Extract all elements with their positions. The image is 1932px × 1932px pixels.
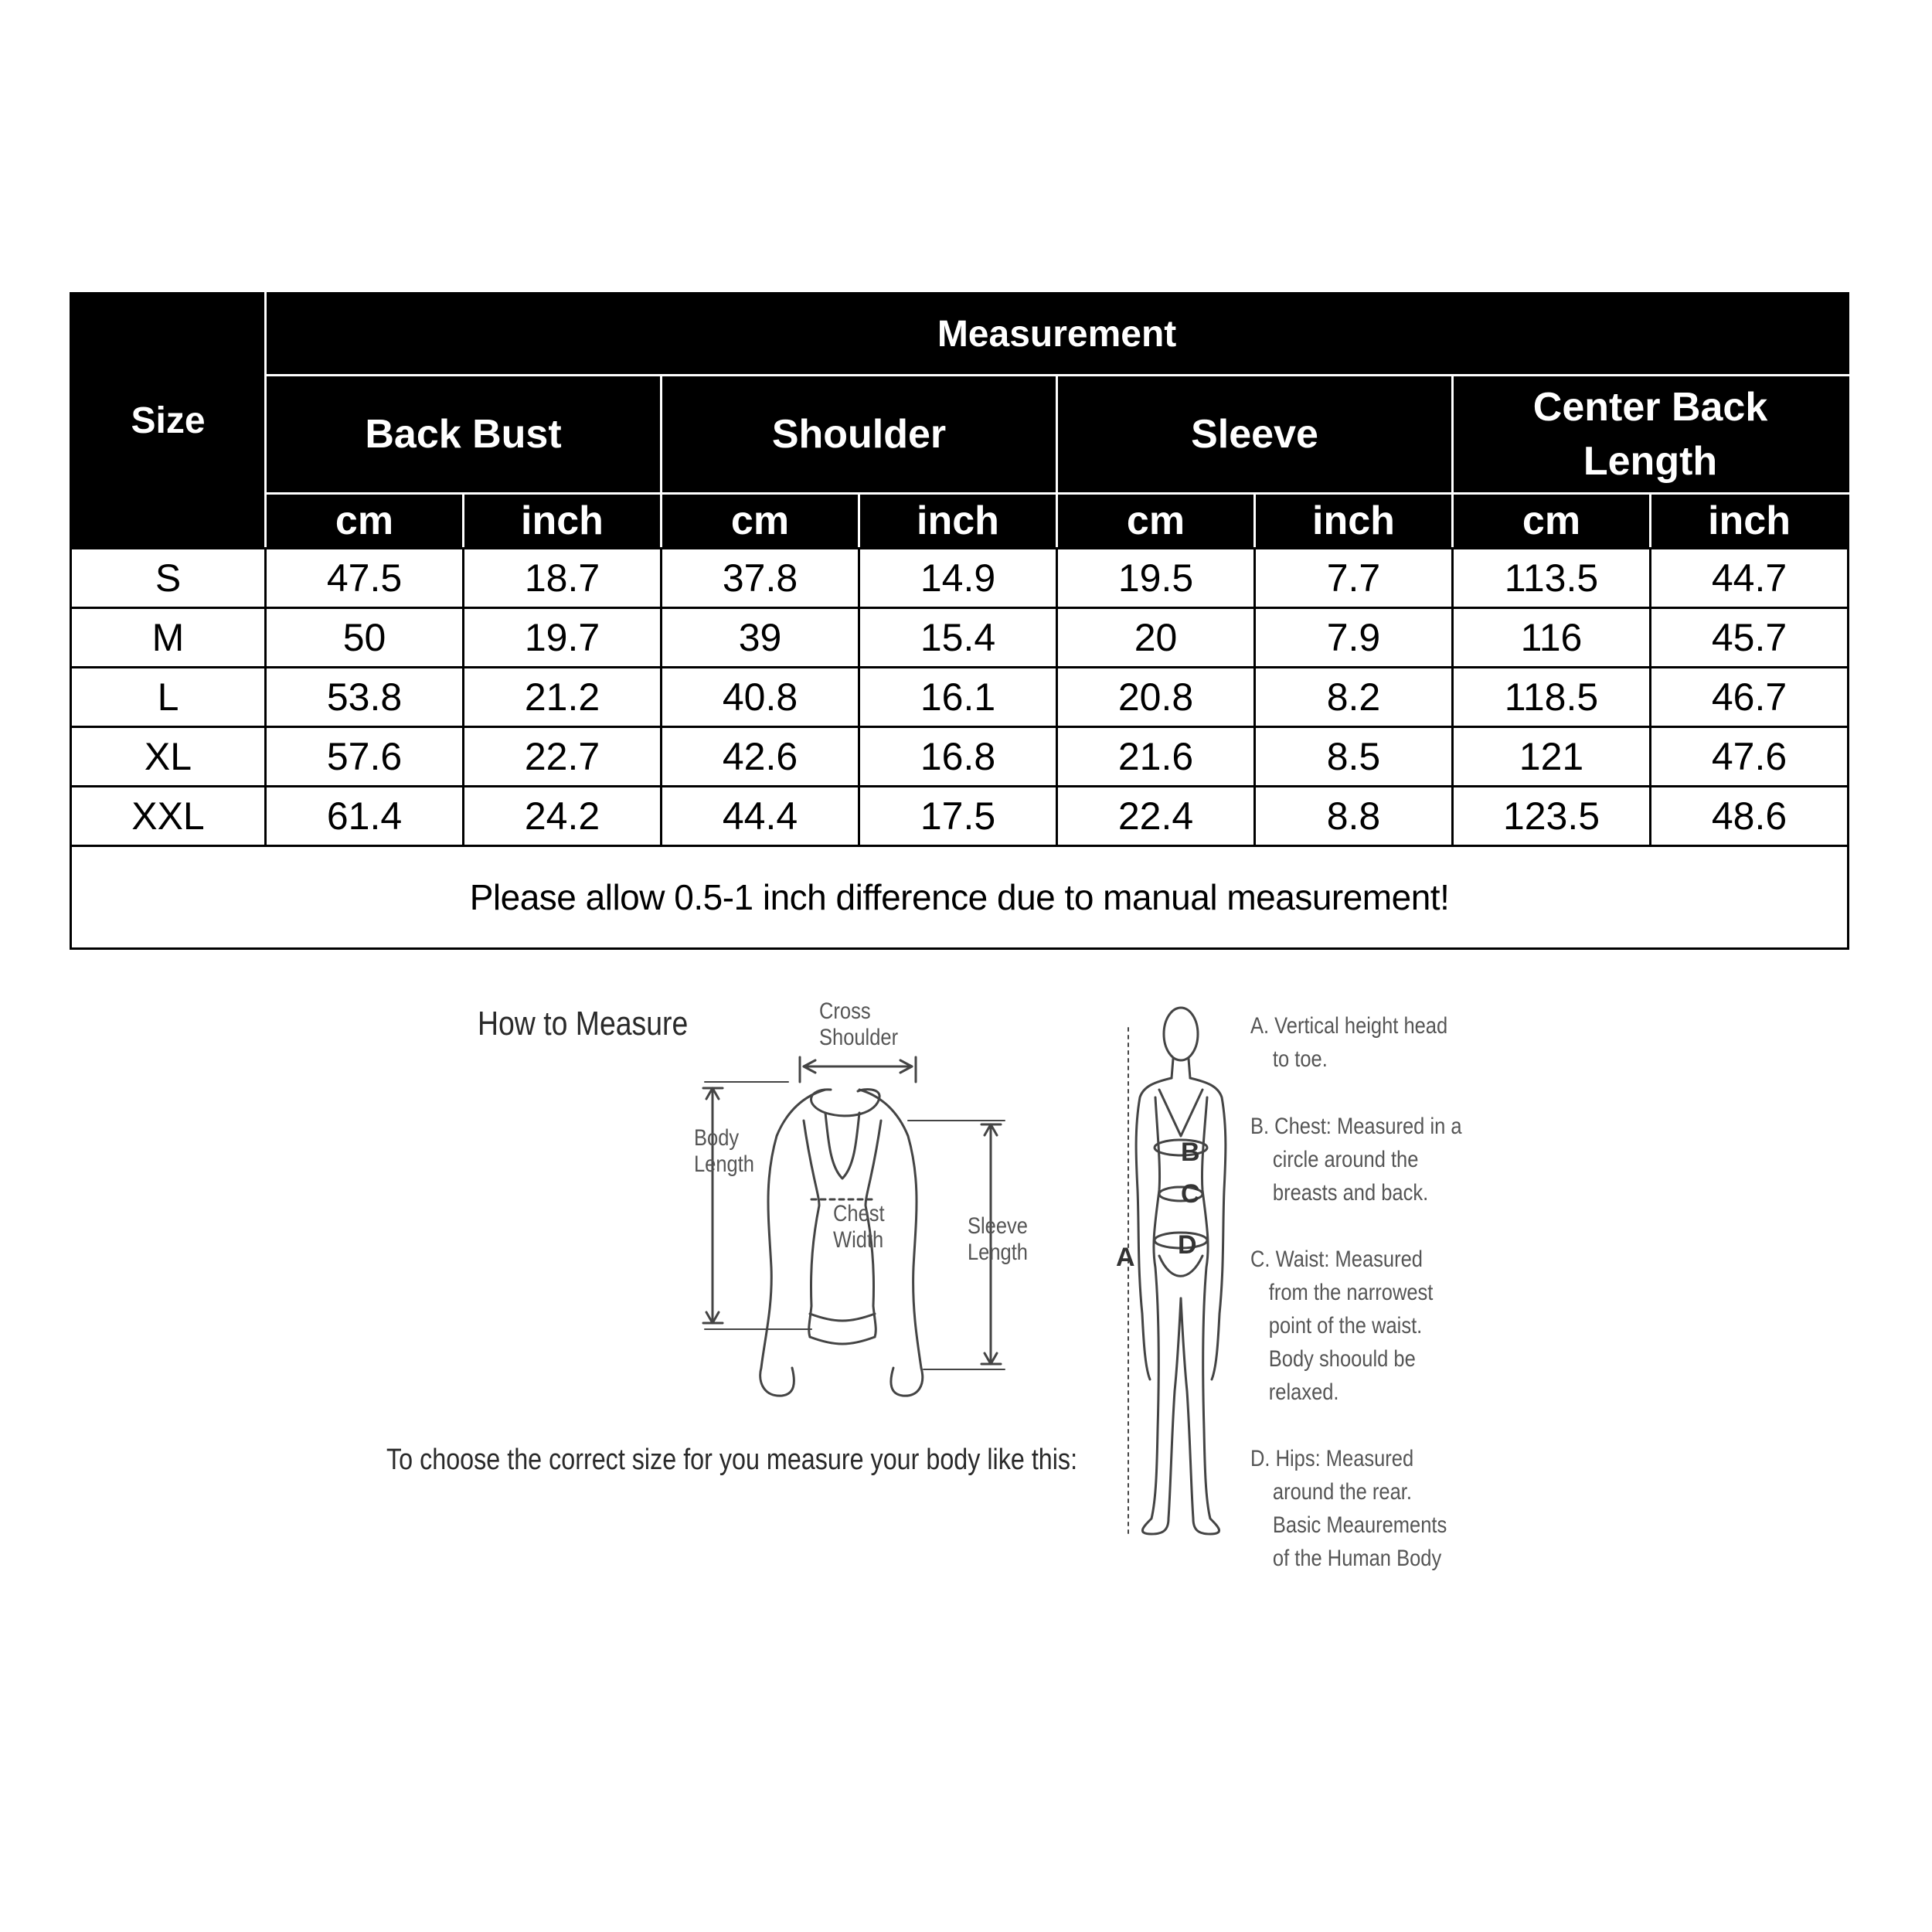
value-cell: 47.5: [266, 549, 464, 608]
value-cell: 8.2: [1255, 668, 1453, 727]
value-cell: 48.6: [1651, 787, 1849, 846]
value-cell: 123.5: [1453, 787, 1651, 846]
value-cell: 44.4: [662, 787, 859, 846]
measurement-note: Please allow 0.5-1 inch difference due to manual measurement!: [71, 846, 1849, 949]
group-header-back-bust: Back Bust: [266, 376, 662, 494]
value-cell: 116: [1453, 608, 1651, 668]
unit-header: inch: [1651, 494, 1849, 549]
value-cell: 15.4: [859, 608, 1057, 668]
body-marker-d: D: [1178, 1230, 1197, 1260]
unit-header: inch: [464, 494, 662, 549]
size-cell: M: [71, 608, 266, 668]
value-cell: 61.4: [266, 787, 464, 846]
chest-width-label: Chest Width: [833, 1201, 885, 1253]
size-cell: S: [71, 549, 266, 608]
size-cell: XL: [71, 727, 266, 787]
value-cell: 19.5: [1057, 549, 1255, 608]
legend-b: B. Chest: Measured in a circle around the breasts and back.: [1250, 1114, 1462, 1206]
value-cell: 53.8: [266, 668, 464, 727]
value-cell: 21.6: [1057, 727, 1255, 787]
value-cell: 19.7: [464, 608, 662, 668]
unit-header: inch: [1255, 494, 1453, 549]
legend-a: A. Vertical height head to toe.: [1250, 1013, 1448, 1072]
value-cell: 24.2: [464, 787, 662, 846]
value-cell: 17.5: [859, 787, 1057, 846]
value-cell: 37.8: [662, 549, 859, 608]
unit-header: cm: [1453, 494, 1651, 549]
measurement-header: Measurement: [266, 294, 1849, 376]
size-cell: XXL: [71, 787, 266, 846]
value-cell: 22.4: [1057, 787, 1255, 846]
group-header-sleeve: Sleeve: [1057, 376, 1453, 494]
value-cell: 8.8: [1255, 787, 1453, 846]
group-header-shoulder: Shoulder: [662, 376, 1057, 494]
body-marker-a: A: [1116, 1243, 1135, 1272]
unit-header: inch: [859, 494, 1057, 549]
value-cell: 50: [266, 608, 464, 668]
value-cell: 16.1: [859, 668, 1057, 727]
value-cell: 16.8: [859, 727, 1057, 787]
value-cell: 121: [1453, 727, 1651, 787]
value-cell: 46.7: [1651, 668, 1849, 727]
value-cell: 22.7: [464, 727, 662, 787]
value-cell: 57.6: [266, 727, 464, 787]
value-cell: 39: [662, 608, 859, 668]
value-cell: 47.6: [1651, 727, 1849, 787]
value-cell: 42.6: [662, 727, 859, 787]
how-to-measure-title: How to Measure: [478, 1005, 689, 1043]
value-cell: 118.5: [1453, 668, 1651, 727]
body-marker-c: C: [1181, 1179, 1200, 1209]
value-cell: 21.2: [464, 668, 662, 727]
value-cell: 14.9: [859, 549, 1057, 608]
legend-c: C. Waist: Measured from the narrowest point of the waist. Body shoould be relaxed.: [1250, 1247, 1434, 1405]
value-cell: 40.8: [662, 668, 859, 727]
value-cell: 7.9: [1255, 608, 1453, 668]
body-length-label: Body Length: [694, 1125, 755, 1177]
value-cell: 44.7: [1651, 549, 1849, 608]
unit-header: cm: [662, 494, 859, 549]
size-cell: L: [71, 668, 266, 727]
body-diagram: [1128, 1008, 1226, 1534]
value-cell: 18.7: [464, 549, 662, 608]
size-header: Size: [71, 294, 266, 549]
value-cell: 45.7: [1651, 608, 1849, 668]
choose-size-instruction: To choose the correct size for you measure your body like this:: [386, 1444, 1078, 1476]
unit-header: cm: [266, 494, 464, 549]
value-cell: 113.5: [1453, 549, 1651, 608]
cross-shoulder-label: Cross Shoulder: [819, 998, 899, 1050]
value-cell: 20: [1057, 608, 1255, 668]
body-marker-b: B: [1181, 1138, 1200, 1167]
unit-header: cm: [1057, 494, 1255, 549]
legend-d: D. Hips: Measured around the rear. Basic Meaurements of the Human Body: [1250, 1446, 1447, 1571]
sleeve-length-label: Sleeve Length: [968, 1213, 1029, 1265]
group-header-center-back-length: Center Back Length: [1453, 376, 1849, 494]
value-cell: 7.7: [1255, 549, 1453, 608]
value-cell: 8.5: [1255, 727, 1453, 787]
value-cell: 20.8: [1057, 668, 1255, 727]
